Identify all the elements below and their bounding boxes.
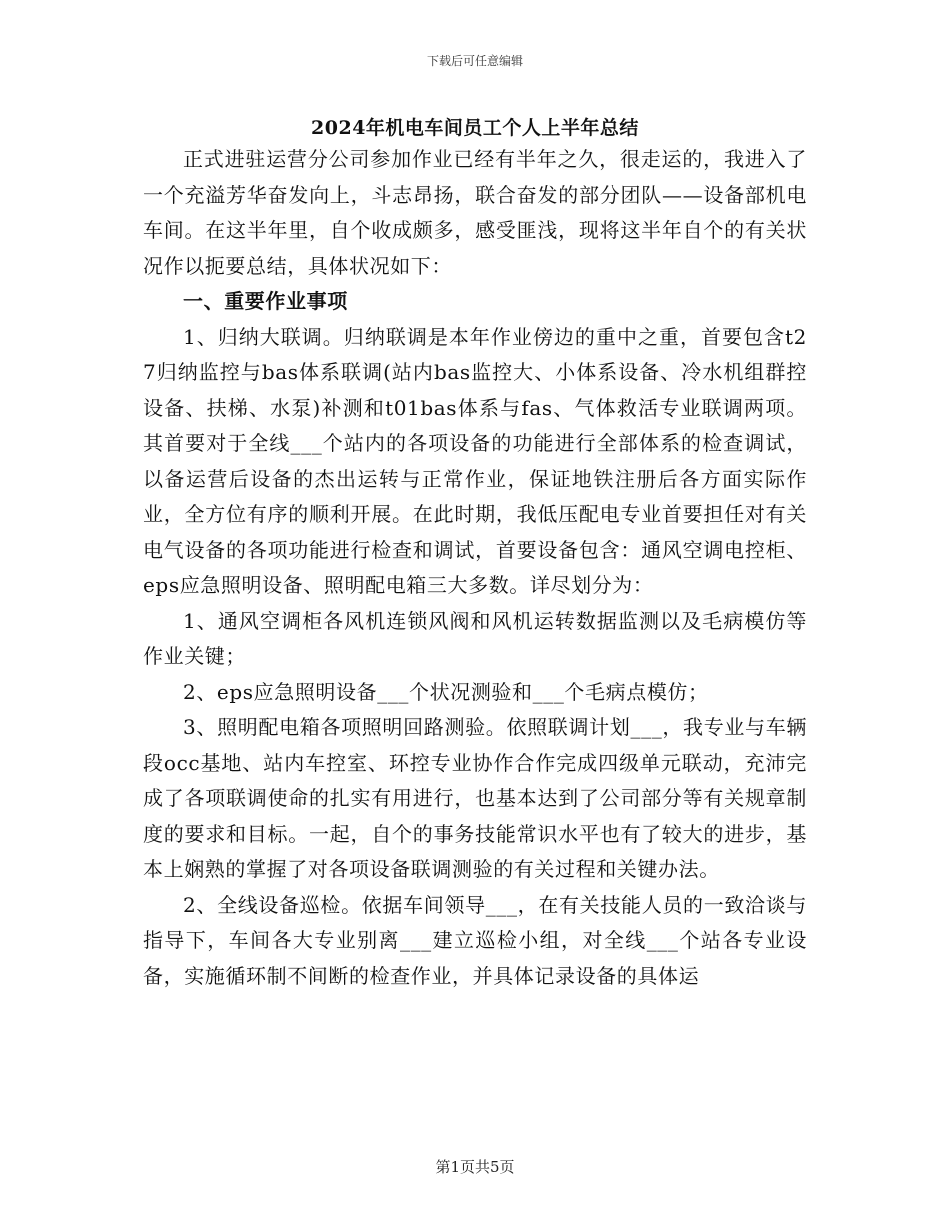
paragraph-joint-debugging: 1、归纳大联调。归纳联调是本年作业傍边的重中之重，首要包含t27归纳监控与bas体系联调(站内bas监控大、小体系设备、冷水机组群控设备、扶梯、水泵)补测和t01bas体系与fas、气体救活专业联调两项。其首要对于全线___个站内的各项设备的功能进行全部体系的检查调试，以备运营后设备的杰出运转与正常作业，保证地铁注册后各方面实际作业，全方位有序的顺利开展。在此时期，我低压配电专业首要担任对有关电气设备的各项功能进行检查和调试，首要设备包含：通风空调电控柜、eps应急照明设备、照明配电箱三大多数。详尽划分为： [143, 324, 807, 597]
section-heading-main-tasks: 一、重要作业事项 [183, 289, 348, 313]
paragraph-item-lighting: 3、照明配电箱各项照明回路测验。依照联调计划___，我专业与车辆段occ基地、站内车控室、环控专业协作合作完成四级单元联动，充沛完成了各项联调使命的扎实有用进行，也基本达到了公司部分等有关规章制度的要求和目标。一起，自个的事务技能常识水平也有了较大的进步，基本上娴熟的掌握了对各项设备联调测验的有关过程和关键办法。 [143, 715, 807, 881]
paragraph-line-inspection: 2、全线设备巡检。依据车间领导___，在有关技能人员的一致洽谈与指导下，车间各大专业别离___建立巡检小组，对全线___个站各专业设备，实施循环制不间断的检查作业，并具体记录设备的具体运 [143, 892, 807, 988]
document-body [143, 142, 807, 994]
page-footer: 第1页共5页 [435, 1158, 515, 1176]
paragraph-item-eps: 2、eps应急照明设备___个状况测验和___个毛病点模仿； [183, 679, 709, 704]
paragraph-item-ventilation: 1、通风空调柜各风机连锁风阀和风机运转数据监测以及毛病模仿等作业关键； [143, 608, 807, 668]
header-note: 下载后可任意编辑 [426, 54, 523, 68]
document-title: 2024年机电车间员工个人上半年总结 [311, 117, 639, 139]
paragraph-intro: 正式进驻运营分公司参加作业已经有半年之久，很走运的，我进入了一个充溢芳华奋发向上，斗志昂扬，联合奋发的部分团队——设备部机电车间。在这半年里，自个收成颇多，感受匪浅，现将这半年自个的有关状况作以扼要总结，具体状况如下： [143, 147, 807, 278]
